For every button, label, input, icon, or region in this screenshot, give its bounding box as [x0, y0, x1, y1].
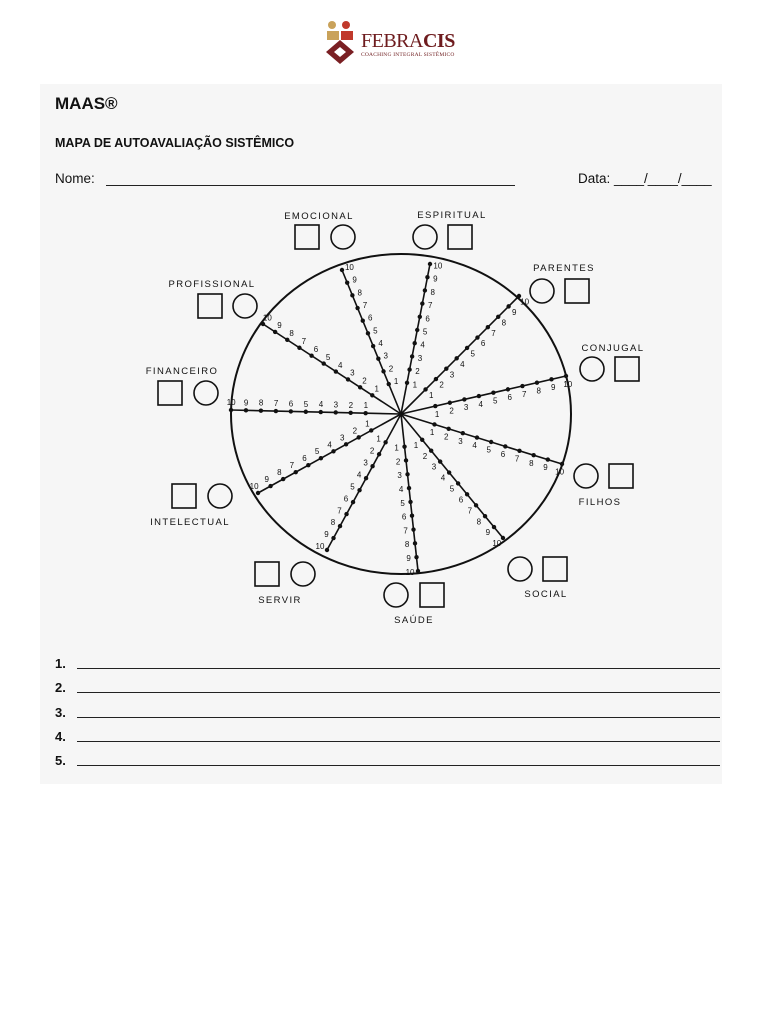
area-label: FINANCEIRO	[145, 366, 219, 377]
scale-dot	[281, 477, 285, 481]
scale-number: 1	[365, 419, 370, 429]
scale-dot	[369, 428, 373, 432]
scale-dot	[434, 377, 438, 381]
spoke	[401, 376, 566, 414]
scale-number: 5	[486, 445, 492, 455]
scale-number: 2	[422, 451, 428, 461]
spoke	[398, 414, 418, 571]
scale-dot	[428, 262, 432, 266]
scale-number: 4	[378, 338, 383, 348]
scale-dot	[405, 472, 409, 476]
scale-number: 6	[288, 399, 294, 409]
scale-number: 6	[302, 454, 307, 464]
scale-number: 7	[514, 454, 520, 464]
scale-number: 5	[492, 396, 498, 406]
scale-number: 9	[277, 321, 282, 331]
scale-dot	[309, 353, 313, 357]
scale-dot	[410, 354, 414, 358]
scale-number: 4	[398, 484, 404, 494]
scale-number: 4	[327, 440, 332, 450]
name-label: Nome:	[55, 171, 95, 186]
scale-dot	[371, 344, 375, 348]
scale-dot	[297, 346, 301, 350]
scale-dot	[416, 569, 420, 573]
scale-dot	[357, 488, 361, 492]
scale-number: 1	[434, 409, 440, 419]
scale-dot	[259, 409, 263, 413]
form-subtitle: MAPA DE AUTOAVALIAÇÃO SISTÊMICO	[55, 136, 295, 150]
answer-line[interactable]	[77, 692, 720, 693]
area-label: FILHOS	[578, 497, 622, 508]
scale-dot	[465, 492, 469, 496]
scale-dot	[456, 481, 460, 485]
scale-dot	[461, 431, 465, 435]
scale-number: 5	[400, 498, 405, 508]
scale-number: 5	[325, 352, 331, 362]
line-number: 2.	[55, 680, 66, 696]
scale-number: 10	[315, 542, 325, 552]
scale-dot	[361, 318, 365, 322]
area-label: INTELECTUAL	[150, 517, 230, 528]
score-box	[420, 583, 444, 607]
scale-dot	[489, 440, 493, 444]
scale-dot	[432, 422, 436, 426]
scale-number: 9	[324, 530, 329, 540]
scale-number: 4	[472, 441, 477, 451]
scale-number: 8	[258, 398, 264, 408]
scale-number: 2	[352, 426, 358, 436]
scale-number: 2	[388, 364, 394, 374]
scale-number: 6	[507, 393, 512, 403]
scale-dot	[319, 410, 323, 414]
scale-number: 3	[449, 370, 455, 380]
scale-number: 8	[277, 468, 282, 478]
scale-number: 7	[491, 328, 496, 338]
area-label: SERVIR	[258, 595, 302, 606]
scale-number: 3	[463, 403, 469, 413]
scale-number: 8	[289, 329, 294, 339]
scale-dot	[338, 524, 342, 528]
scale-dot	[483, 514, 487, 518]
score-circle	[574, 464, 598, 488]
date-field[interactable]: Data: ____/____/____	[578, 171, 712, 186]
scale-number: 7	[427, 301, 433, 311]
area-label: SOCIAL	[524, 589, 568, 600]
scale-number: 8	[529, 458, 534, 468]
scale-dot	[454, 356, 458, 360]
scale-dot	[404, 458, 408, 462]
scale-dot	[520, 384, 524, 388]
scale-dot	[407, 367, 411, 371]
scale-dot	[414, 555, 418, 559]
scale-dot	[477, 394, 481, 398]
score-box	[158, 381, 182, 405]
score-box	[543, 557, 567, 581]
score-circle	[208, 484, 232, 508]
scale-number: 8	[330, 518, 336, 528]
scale-dot	[486, 325, 490, 329]
scale-dot	[366, 331, 370, 335]
scale-number: 6	[500, 450, 506, 460]
score-box	[172, 484, 196, 508]
scale-dot	[501, 536, 505, 540]
scale-dot	[340, 268, 344, 272]
form-title: MAAS®	[55, 94, 118, 113]
scale-number: 9	[264, 475, 269, 485]
spoke	[263, 324, 401, 414]
scale-dot	[319, 456, 323, 460]
scale-dot	[370, 464, 374, 468]
scale-dot	[344, 442, 348, 446]
scale-number: 6	[313, 344, 319, 354]
scale-number: 2	[415, 367, 420, 377]
answer-line[interactable]	[77, 741, 720, 742]
scale-dot	[474, 503, 478, 507]
scale-number: 5	[373, 326, 378, 336]
scale-number: 6	[480, 339, 486, 349]
scale-number: 1	[412, 380, 418, 390]
scale-dot	[415, 328, 419, 332]
scale-number: 7	[301, 337, 307, 347]
scale-dot	[383, 440, 387, 444]
scale-number: 3	[458, 436, 463, 446]
scale-number: 10	[249, 481, 259, 491]
scale-dot	[462, 397, 466, 401]
scale-number: 10	[563, 379, 573, 389]
scale-number: 3	[339, 433, 345, 443]
scale-number: 1	[393, 377, 399, 387]
scale-number: 2	[348, 400, 354, 410]
score-circle	[331, 225, 355, 249]
scale-dot	[348, 411, 352, 415]
scale-number: 5	[350, 482, 355, 492]
scale-number: 1	[363, 401, 369, 411]
scale-dot	[273, 330, 277, 334]
scale-dot	[322, 361, 326, 365]
scale-number: 2	[362, 376, 367, 386]
scale-dot	[289, 409, 293, 413]
scale-dot	[423, 387, 427, 391]
scale-number: 8	[501, 318, 507, 328]
scale-dot	[418, 315, 422, 319]
scale-number: 2	[395, 457, 401, 467]
scale-number: 3	[431, 462, 437, 472]
scale-number: 5	[422, 327, 428, 337]
spoke	[342, 270, 401, 414]
scale-number: 4	[338, 360, 343, 370]
score-box	[565, 279, 589, 303]
scale-number: 1	[428, 391, 434, 401]
scale-dot	[429, 449, 433, 453]
scale-number: 2	[444, 432, 449, 442]
scale-dot	[229, 408, 233, 412]
scale-dot	[546, 457, 550, 461]
scale-number: 6	[425, 314, 430, 324]
scale-number: 5	[449, 484, 455, 494]
scale-dot	[370, 393, 374, 397]
line-number: 1.	[55, 656, 66, 671]
scale-dot	[334, 410, 338, 414]
scale-dot	[363, 411, 367, 415]
scale-number: 4	[318, 400, 324, 410]
scale-number: 4	[420, 340, 425, 350]
scale-dot	[475, 435, 479, 439]
scale-dot	[549, 377, 553, 381]
area-label: EMOCIONAL	[284, 211, 354, 222]
score-circle	[194, 381, 218, 405]
scale-dot	[285, 338, 289, 342]
scale-dot	[268, 484, 272, 488]
scale-number: 9	[543, 463, 548, 473]
scale-dot	[564, 374, 568, 378]
scale-dot	[381, 369, 385, 373]
scale-number: 1	[394, 443, 399, 453]
score-box	[448, 225, 472, 249]
scale-dot	[425, 275, 429, 279]
scale-dot	[447, 470, 451, 474]
scale-number: 10	[555, 467, 565, 477]
spoke	[398, 414, 503, 538]
score-box	[609, 464, 633, 488]
scale-number: 10	[433, 261, 443, 271]
scale-number: 3	[363, 458, 368, 468]
scale-number: 9	[512, 308, 517, 318]
spoke	[231, 410, 401, 414]
scale-number: 10	[492, 539, 502, 549]
scale-dot	[411, 527, 415, 531]
scale-number: 9	[406, 554, 411, 564]
scale-dot	[334, 369, 338, 373]
scale-dot	[517, 449, 521, 453]
scale-dot	[387, 382, 391, 386]
scale-dot	[355, 306, 359, 310]
score-box	[255, 562, 279, 586]
answer-line[interactable]	[77, 765, 720, 766]
brand-name: FEBRACIS	[361, 30, 455, 52]
scale-dot	[560, 462, 564, 466]
scale-dot	[345, 280, 349, 284]
scale-dot	[420, 438, 424, 442]
scale-dot	[256, 491, 260, 495]
scale-dot	[304, 410, 308, 414]
score-box	[615, 357, 639, 381]
scale-number: 7	[273, 399, 279, 409]
scale-dot	[294, 470, 298, 474]
scale-number: 7	[522, 389, 527, 399]
scale-dot	[405, 381, 409, 385]
scale-dot	[244, 408, 248, 412]
scale-dot	[377, 452, 381, 456]
score-circle	[233, 294, 257, 318]
score-circle	[508, 557, 532, 581]
scale-dot	[402, 444, 406, 448]
scale-number: 7	[362, 300, 368, 310]
scale-number: 1	[413, 440, 419, 450]
scale-number: 9	[485, 528, 491, 538]
score-circle	[530, 279, 554, 303]
scale-number: 9	[243, 398, 249, 408]
scale-dot	[475, 335, 479, 339]
scale-number: 2	[369, 446, 375, 456]
scale-number: 10	[344, 262, 354, 272]
scale-number: 7	[289, 461, 295, 471]
scale-number: 5	[314, 447, 320, 457]
scale-number: 6	[367, 313, 373, 323]
scale-number: 7	[467, 506, 473, 516]
scale-dot	[506, 387, 510, 391]
scale-dot	[261, 322, 265, 326]
area-label: PARENTES	[533, 263, 595, 274]
area-label: ESPIRITUAL	[417, 210, 487, 221]
scale-dot	[535, 380, 539, 384]
scale-dot	[274, 409, 278, 413]
scale-dot	[376, 357, 380, 361]
scale-number: 10	[405, 567, 415, 577]
scale-dot	[344, 512, 348, 516]
scale-dot	[407, 486, 411, 490]
scale-dot	[446, 427, 450, 431]
scale-dot	[503, 444, 507, 448]
scale-dot	[438, 459, 442, 463]
scale-dot	[331, 449, 335, 453]
scale-number: 1	[429, 428, 435, 438]
scale-dot	[420, 301, 424, 305]
scale-number: 10	[262, 313, 272, 323]
scale-dot	[491, 391, 495, 395]
scale-dot	[531, 453, 535, 457]
scale-dot	[496, 315, 500, 319]
scale-dot	[492, 525, 496, 529]
area-label: SAÚDE	[394, 615, 434, 626]
scale-number: 7	[403, 526, 408, 536]
scale-number: 6	[401, 512, 407, 522]
scale-dot	[351, 500, 355, 504]
scale-number: 10	[520, 297, 530, 307]
scale-number: 8	[430, 287, 435, 297]
scale-number: 8	[476, 517, 482, 527]
scale-dot	[444, 366, 448, 370]
scale-dot	[346, 377, 350, 381]
scale-number: 9	[433, 274, 438, 284]
scale-dot	[358, 385, 362, 389]
scale-dot	[408, 500, 412, 504]
scale-number: 3	[383, 351, 388, 361]
line-number: 5.	[55, 753, 66, 769]
scale-dot	[506, 304, 510, 308]
scale-number: 8	[536, 386, 541, 396]
scale-number: 4	[356, 470, 362, 480]
scale-dot	[350, 293, 354, 297]
scale-number: 1	[374, 384, 379, 394]
brand-tagline: COACHING INTEGRAL SISTÊMICO	[361, 52, 455, 58]
scale-number: 2	[449, 406, 454, 416]
scale-dot	[465, 346, 469, 350]
line-number: 4.	[55, 728, 66, 744]
scale-number: 2	[439, 380, 444, 390]
scale-number: 5	[303, 399, 309, 409]
score-circle	[384, 583, 408, 607]
scale-dot	[364, 476, 368, 480]
score-box	[198, 294, 222, 318]
score-box	[295, 225, 319, 249]
scale-dot	[412, 341, 416, 345]
score-circle	[413, 225, 437, 249]
scale-number: 3	[417, 353, 423, 363]
answer-line[interactable]	[77, 668, 720, 669]
scale-dot	[433, 404, 437, 408]
scale-dot	[331, 536, 335, 540]
scale-number: 3	[350, 368, 355, 378]
scale-dot	[413, 541, 417, 545]
scale-dot	[325, 548, 329, 552]
scale-number: 5	[470, 349, 475, 359]
scale-number: 6	[343, 494, 349, 504]
scale-dot	[448, 401, 452, 405]
scale-number: 9	[551, 383, 556, 393]
scale-dot	[423, 288, 427, 292]
scale-dot	[410, 514, 414, 518]
score-circle	[580, 357, 604, 381]
scale-dot	[356, 435, 360, 439]
scale-number: 8	[404, 540, 410, 550]
scale-number: 8	[357, 288, 363, 298]
scale-number: 7	[337, 506, 342, 516]
area-label: CONJUGAL	[581, 343, 645, 354]
answer-line[interactable]	[77, 717, 720, 718]
scale-number: 10	[226, 398, 236, 408]
scale-number: 4	[478, 399, 483, 409]
scale-dot	[306, 463, 310, 467]
scale-number: 4	[440, 473, 446, 483]
line-number: 3.	[55, 704, 66, 720]
scale-number: 9	[352, 275, 357, 285]
score-circle	[291, 562, 315, 586]
scale-number: 3	[333, 400, 339, 410]
scale-number: 4	[460, 359, 465, 369]
area-label: PROFISSIONAL	[168, 279, 256, 290]
scale-number: 3	[397, 471, 402, 481]
scale-number: 6	[458, 495, 464, 505]
scale-number: 1	[376, 434, 381, 444]
